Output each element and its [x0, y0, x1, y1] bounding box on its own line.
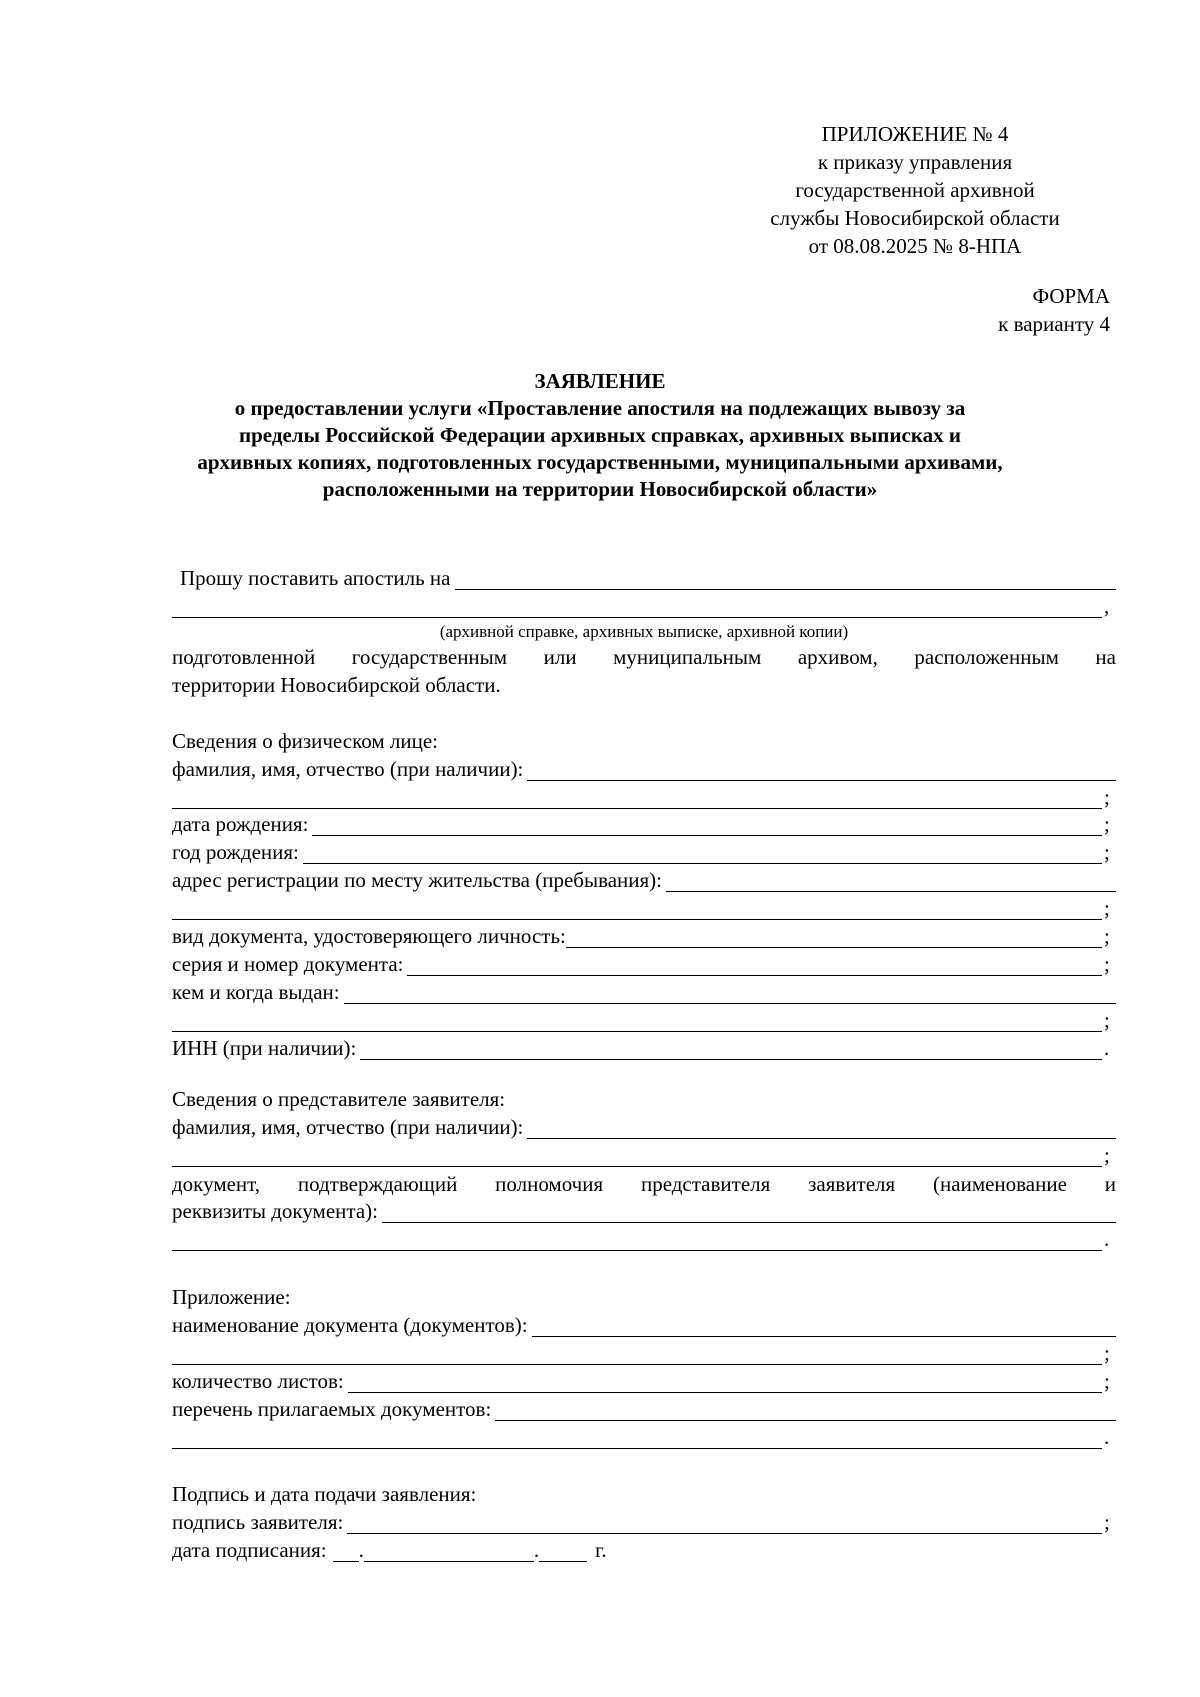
sheets-row — [172, 1365, 1116, 1393]
rep-doc-row-2 — [172, 1223, 1116, 1251]
request-text-1: подготовленной государственным или муниципальным архивом, расположенным на — [172, 645, 1116, 669]
fio-row-2 — [172, 781, 1116, 809]
fio-field[interactable] — [527, 760, 1116, 781]
request-field[interactable] — [455, 569, 1117, 590]
birth-year-row — [172, 836, 1116, 864]
year-field[interactable] — [539, 1541, 587, 1562]
person-heading: Сведения о физическом лице: — [172, 729, 438, 753]
sign-date-row — [172, 1534, 607, 1562]
document-title — [150, 368, 1050, 503]
appendix-line-4: от 08.08.2025 № 8-НПА — [808, 234, 1022, 258]
birth-date-row — [172, 808, 1116, 836]
semicolon: ; — [1104, 1143, 1110, 1167]
semicolon: ; — [1104, 924, 1110, 948]
doc-type-label: вид документа, удостоверяющего личность: — [172, 924, 566, 948]
inn-field[interactable] — [360, 1039, 1102, 1060]
fio-label: фамилия, имя, отчество (при наличии): — [172, 757, 524, 781]
rep-doc-text: документ, подтверждающий полномочия представителя заявителя (наименование и — [172, 1172, 1116, 1196]
period: . — [1104, 1227, 1110, 1251]
request-text-2: территории Новосибирской области. — [172, 673, 501, 697]
semicolon: ; — [1104, 812, 1110, 836]
address-row — [172, 864, 1116, 892]
doc-type-row — [172, 920, 1116, 948]
rep-doc-row — [172, 1195, 1116, 1223]
appendix-line-3: службы Новосибирской области — [770, 206, 1060, 230]
dot: . — [358, 1538, 364, 1562]
title-line-2: пределы Российской Федерации архивных справках, архивных выписках и — [239, 423, 961, 447]
list-field[interactable] — [495, 1400, 1116, 1421]
attachment-name-field-continued[interactable] — [172, 1344, 1102, 1365]
sheets-label: количество листов: — [172, 1369, 344, 1393]
rep-fio-label: фамилия, имя, отчество (при наличии): — [172, 1115, 524, 1139]
attachment-name-row-2 — [172, 1337, 1116, 1365]
issued-row-2 — [172, 1004, 1116, 1032]
appendix-header — [740, 120, 1090, 260]
appendix-line-2: государственной архивной — [795, 178, 1035, 202]
birth-year-label: год рождения: — [172, 840, 299, 864]
address-row-2 — [172, 892, 1116, 920]
doc-number-label: серия и номер документа: — [172, 952, 404, 976]
dot: . — [533, 1538, 540, 1562]
attachment-name-label: наименование документа (документов): — [172, 1313, 528, 1337]
rep-fio-field-continued[interactable] — [172, 1146, 1102, 1167]
comma: , — [1104, 594, 1110, 618]
address-field-continued[interactable] — [172, 899, 1102, 920]
sign-label: подпись заявителя: — [172, 1510, 344, 1534]
birth-date-label: дата рождения: — [172, 812, 309, 836]
rep-doc-label: реквизиты документа): — [172, 1199, 378, 1223]
form-variant: к варианту 4 — [998, 312, 1110, 336]
request-row — [172, 562, 1116, 590]
sign-field[interactable] — [347, 1513, 1102, 1534]
semicolon: ; — [1104, 952, 1110, 976]
fio-field-continued[interactable] — [172, 788, 1102, 809]
request-label: Прошу поставить апостиль на — [180, 566, 451, 590]
inn-row — [172, 1032, 1116, 1060]
attachment-heading: Приложение: — [172, 1285, 291, 1309]
semicolon: ; — [1104, 1341, 1110, 1365]
attachment-name-field[interactable] — [532, 1316, 1116, 1337]
issued-field[interactable] — [344, 983, 1116, 1004]
title-line-3: архивных копиях, подготовленных государственными, муниципальными архивами, — [197, 450, 1003, 474]
address-label: адрес регистрации по месту жительства (пребывания): — [172, 868, 663, 892]
rep-fio-row — [172, 1111, 1116, 1139]
request-field-continued[interactable] — [172, 597, 1102, 618]
year-suffix: г. — [595, 1538, 607, 1562]
semicolon: ; — [1104, 896, 1110, 920]
birth-year-field[interactable] — [303, 843, 1102, 864]
issued-label: кем и когда выдан: — [172, 980, 340, 1004]
list-row — [172, 1393, 1116, 1421]
issued-field-continued[interactable] — [172, 1011, 1102, 1032]
doc-number-field[interactable] — [407, 955, 1102, 976]
title-line-1: о предоставлении услуги «Проставление апостиля на подлежащих вывозу за — [234, 396, 966, 420]
rep-doc-field-continued[interactable] — [172, 1230, 1102, 1251]
semicolon: ; — [1104, 785, 1110, 809]
semicolon: ; — [1104, 1369, 1110, 1393]
day-field[interactable] — [333, 1541, 359, 1562]
request-hint: (архивной справке, архивных выписке, архивной копии) — [439, 622, 849, 641]
sheets-field[interactable] — [348, 1372, 1102, 1393]
list-label: перечень прилагаемых документов: — [172, 1397, 492, 1421]
address-field[interactable] — [666, 871, 1116, 892]
birth-date-field[interactable] — [312, 815, 1102, 836]
form-label-block — [998, 282, 1110, 338]
rep-fio-row-2 — [172, 1139, 1116, 1167]
signature-heading: Подпись и дата подачи заявления: — [172, 1482, 477, 1506]
period: . — [1104, 1425, 1110, 1449]
appendix-number: ПРИЛОЖЕНИЕ № 4 — [821, 122, 1009, 146]
period: . — [1104, 1036, 1110, 1060]
request-row-2 — [172, 590, 1116, 618]
title-line-4: расположенными на территории Новосибирской области» — [322, 477, 878, 501]
rep-doc-field[interactable] — [382, 1202, 1116, 1223]
issued-row — [172, 976, 1116, 1004]
sign-row — [172, 1506, 1116, 1534]
fio-row — [172, 753, 1116, 781]
semicolon: ; — [1104, 1510, 1110, 1534]
attachment-name-row — [172, 1309, 1116, 1337]
title-heading: ЗАЯВЛЕНИЕ — [534, 369, 666, 393]
doc-type-field[interactable] — [566, 927, 1102, 948]
semicolon: ; — [1104, 840, 1110, 864]
representative-heading: Сведения о представителе заявителя: — [172, 1087, 506, 1111]
semicolon: ; — [1104, 1008, 1110, 1032]
month-field[interactable] — [364, 1541, 534, 1562]
list-field-continued[interactable] — [172, 1428, 1102, 1449]
list-row-2 — [172, 1421, 1116, 1449]
form-label: ФОРМА — [1032, 284, 1110, 308]
doc-number-row — [172, 948, 1116, 976]
inn-label: ИНН (при наличии): — [172, 1036, 357, 1060]
sign-date-label: дата подписания: — [172, 1538, 327, 1562]
rep-fio-field[interactable] — [527, 1118, 1116, 1139]
appendix-line-1: к приказу управления — [817, 150, 1013, 174]
